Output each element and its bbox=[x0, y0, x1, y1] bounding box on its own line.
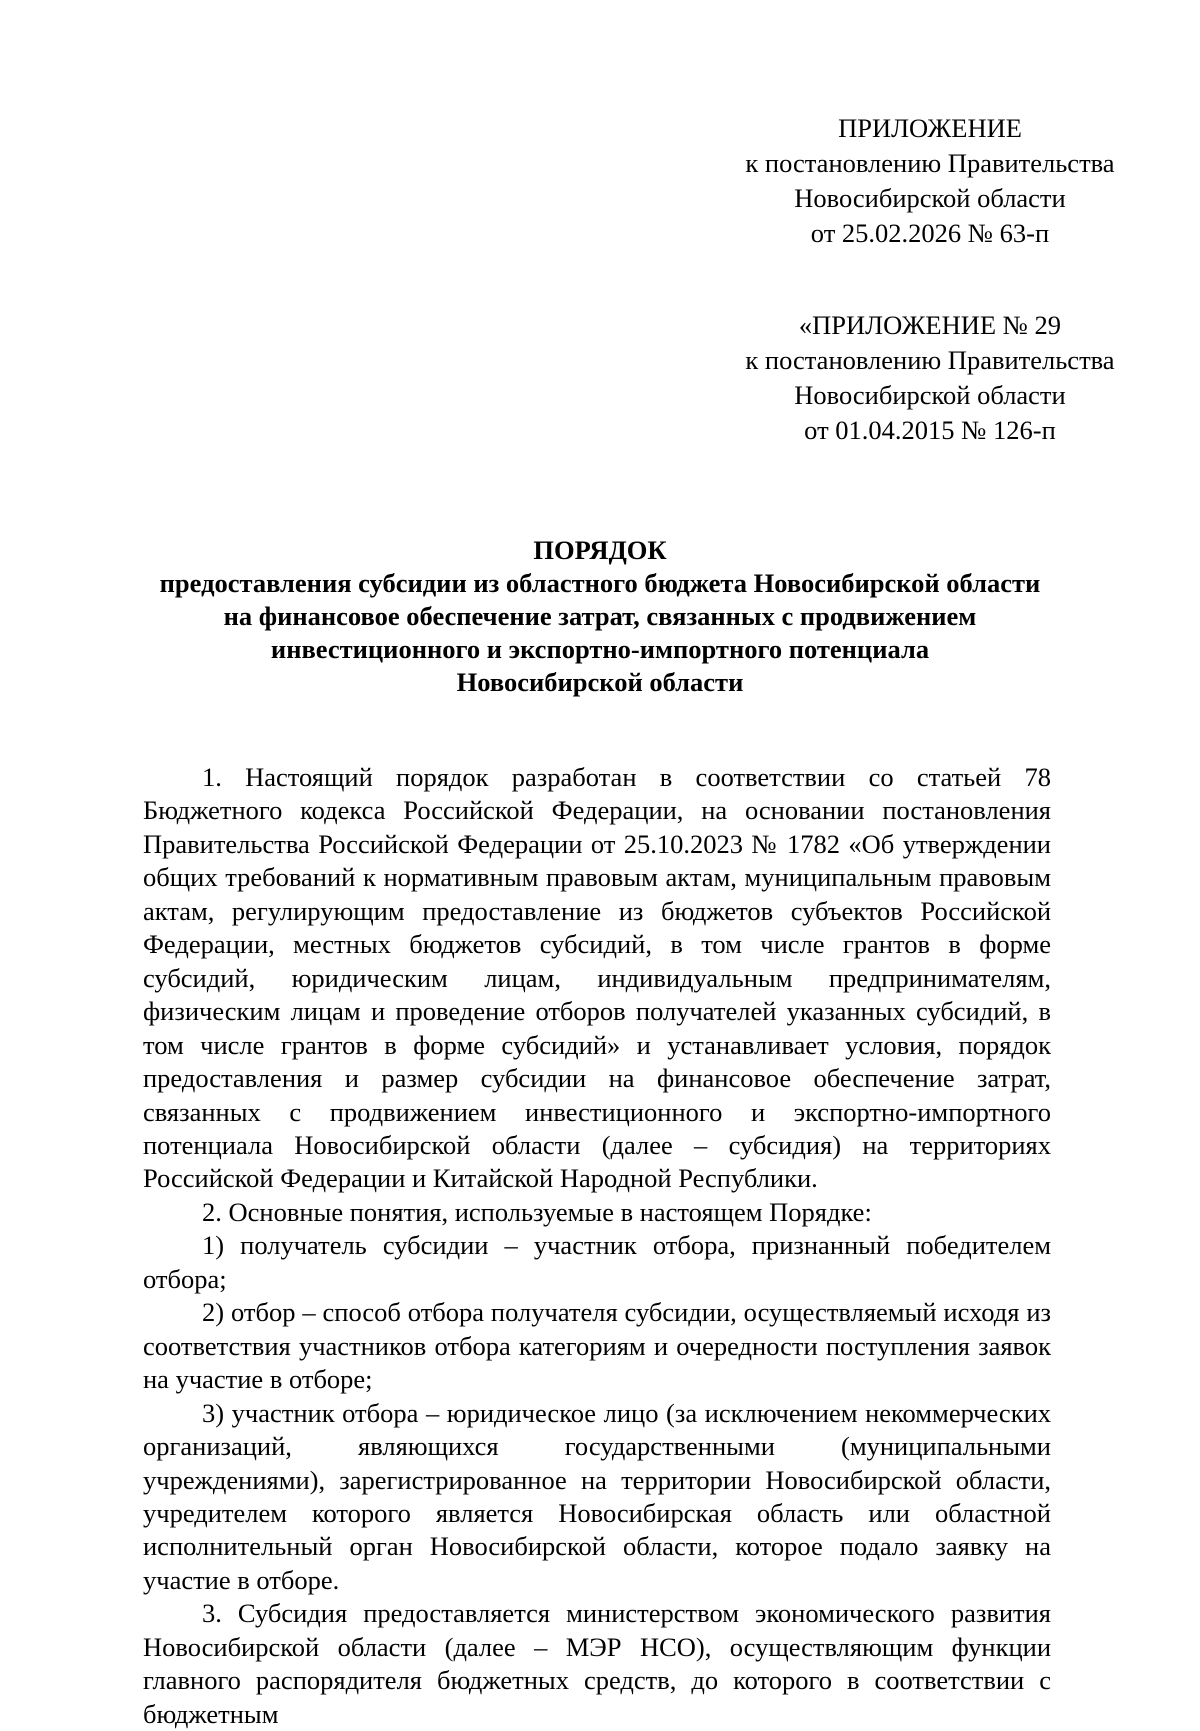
appendix-current-line-1: ПРИЛОЖЕНИЕ bbox=[838, 113, 1022, 143]
paragraph-3: 3. Субсидия предоставляется министерством экономического развития Новосибирской области (далее – МЭР НСО), осуществляющим функции главного распорядителя бюджетных средств, до которого в соответствии с бюджетным bbox=[143, 1598, 1051, 1729]
appendix-current-line-4: от 25.02.2026 № 63-п bbox=[810, 218, 1050, 248]
title-line-1: предоставления субсидии из областного бюджета Новосибирской области bbox=[159, 568, 1041, 598]
document-title bbox=[150, 534, 1050, 699]
title-line-4: Новосибирской области bbox=[456, 667, 744, 697]
paragraph-2-item-2: 2) отбор – способ отбора получателя субсидии, осуществляемый исходя из соответствия участников отбора категориям и очередности поступления заявок на участие в отборе; bbox=[143, 1297, 1051, 1395]
appendix-original-line-3: Новосибирской области bbox=[794, 380, 1066, 410]
title-line-2: на финансовое обеспечение затрат, связанных с продвижением bbox=[223, 601, 977, 631]
appendix-current-line-3: Новосибирской области bbox=[794, 183, 1066, 213]
appendix-original-line-1: «ПРИЛОЖЕНИЕ № 29 bbox=[798, 310, 1062, 340]
paragraph-2: 2. Основные понятия, используемые в настоящем Порядке: bbox=[202, 1196, 872, 1227]
paragraph-2-item-3: 3) участник отбора – юридическое лицо (за исключением некоммерческих организаций, являющихся государственными (муниципальными учреждениями), зарегистрированное на территории Новосибирской области, учредителем которого является Новосибирская область или областной исполнительный орган Новосибирской области, которое подало заявку на участие в отборе. bbox=[143, 1397, 1051, 1595]
appendix-original-line-4: от 01.04.2015 № 126-п bbox=[804, 415, 1056, 445]
appendix-original-block bbox=[720, 308, 1140, 448]
paragraph-1: 1. Настоящий порядок разработан в соответствии со статьей 78 Бюджетного кодекса Российской Федерации, на основании постановления Правительства Российской Федерации от 25.10.2023 № 1782 «Об утверждении общих требований к нормативным правовым актам, муниципальным правовым актам, регулирующим предоставление из бюджетов субъектов Российской Федерации, местных бюджетов субсидий, в том числе грантов в форме субсидий, юридическим лицам, индивидуальным предпринимателям, физическим лицам и проведение отборов получателей указанных субсидий, в том числе грантов в форме субсидий» и устанавливает условия, порядок предоставления и размер субсидии на финансовое обеспечение затрат, связанных с продвижением инвестиционного и экспортно-импортного потенциала Новосибирской области (далее – субсидия) на территориях Российской Федерации и Китайской Народной Республики. bbox=[143, 762, 1051, 1194]
title-line-3: инвестиционного и экспортно-импортного потенциала bbox=[270, 634, 930, 664]
appendix-current-block bbox=[720, 111, 1140, 251]
appendix-current-line-2: к постановлению Правительства bbox=[745, 148, 1115, 178]
title-heading: ПОРЯДОК bbox=[533, 535, 667, 565]
document-body bbox=[143, 761, 1051, 1731]
appendix-original-line-2: к постановлению Правительства bbox=[745, 345, 1115, 375]
paragraph-2-item-1: 1) получатель субсидии – участник отбора, признанный победителем отбора; bbox=[143, 1230, 1051, 1294]
